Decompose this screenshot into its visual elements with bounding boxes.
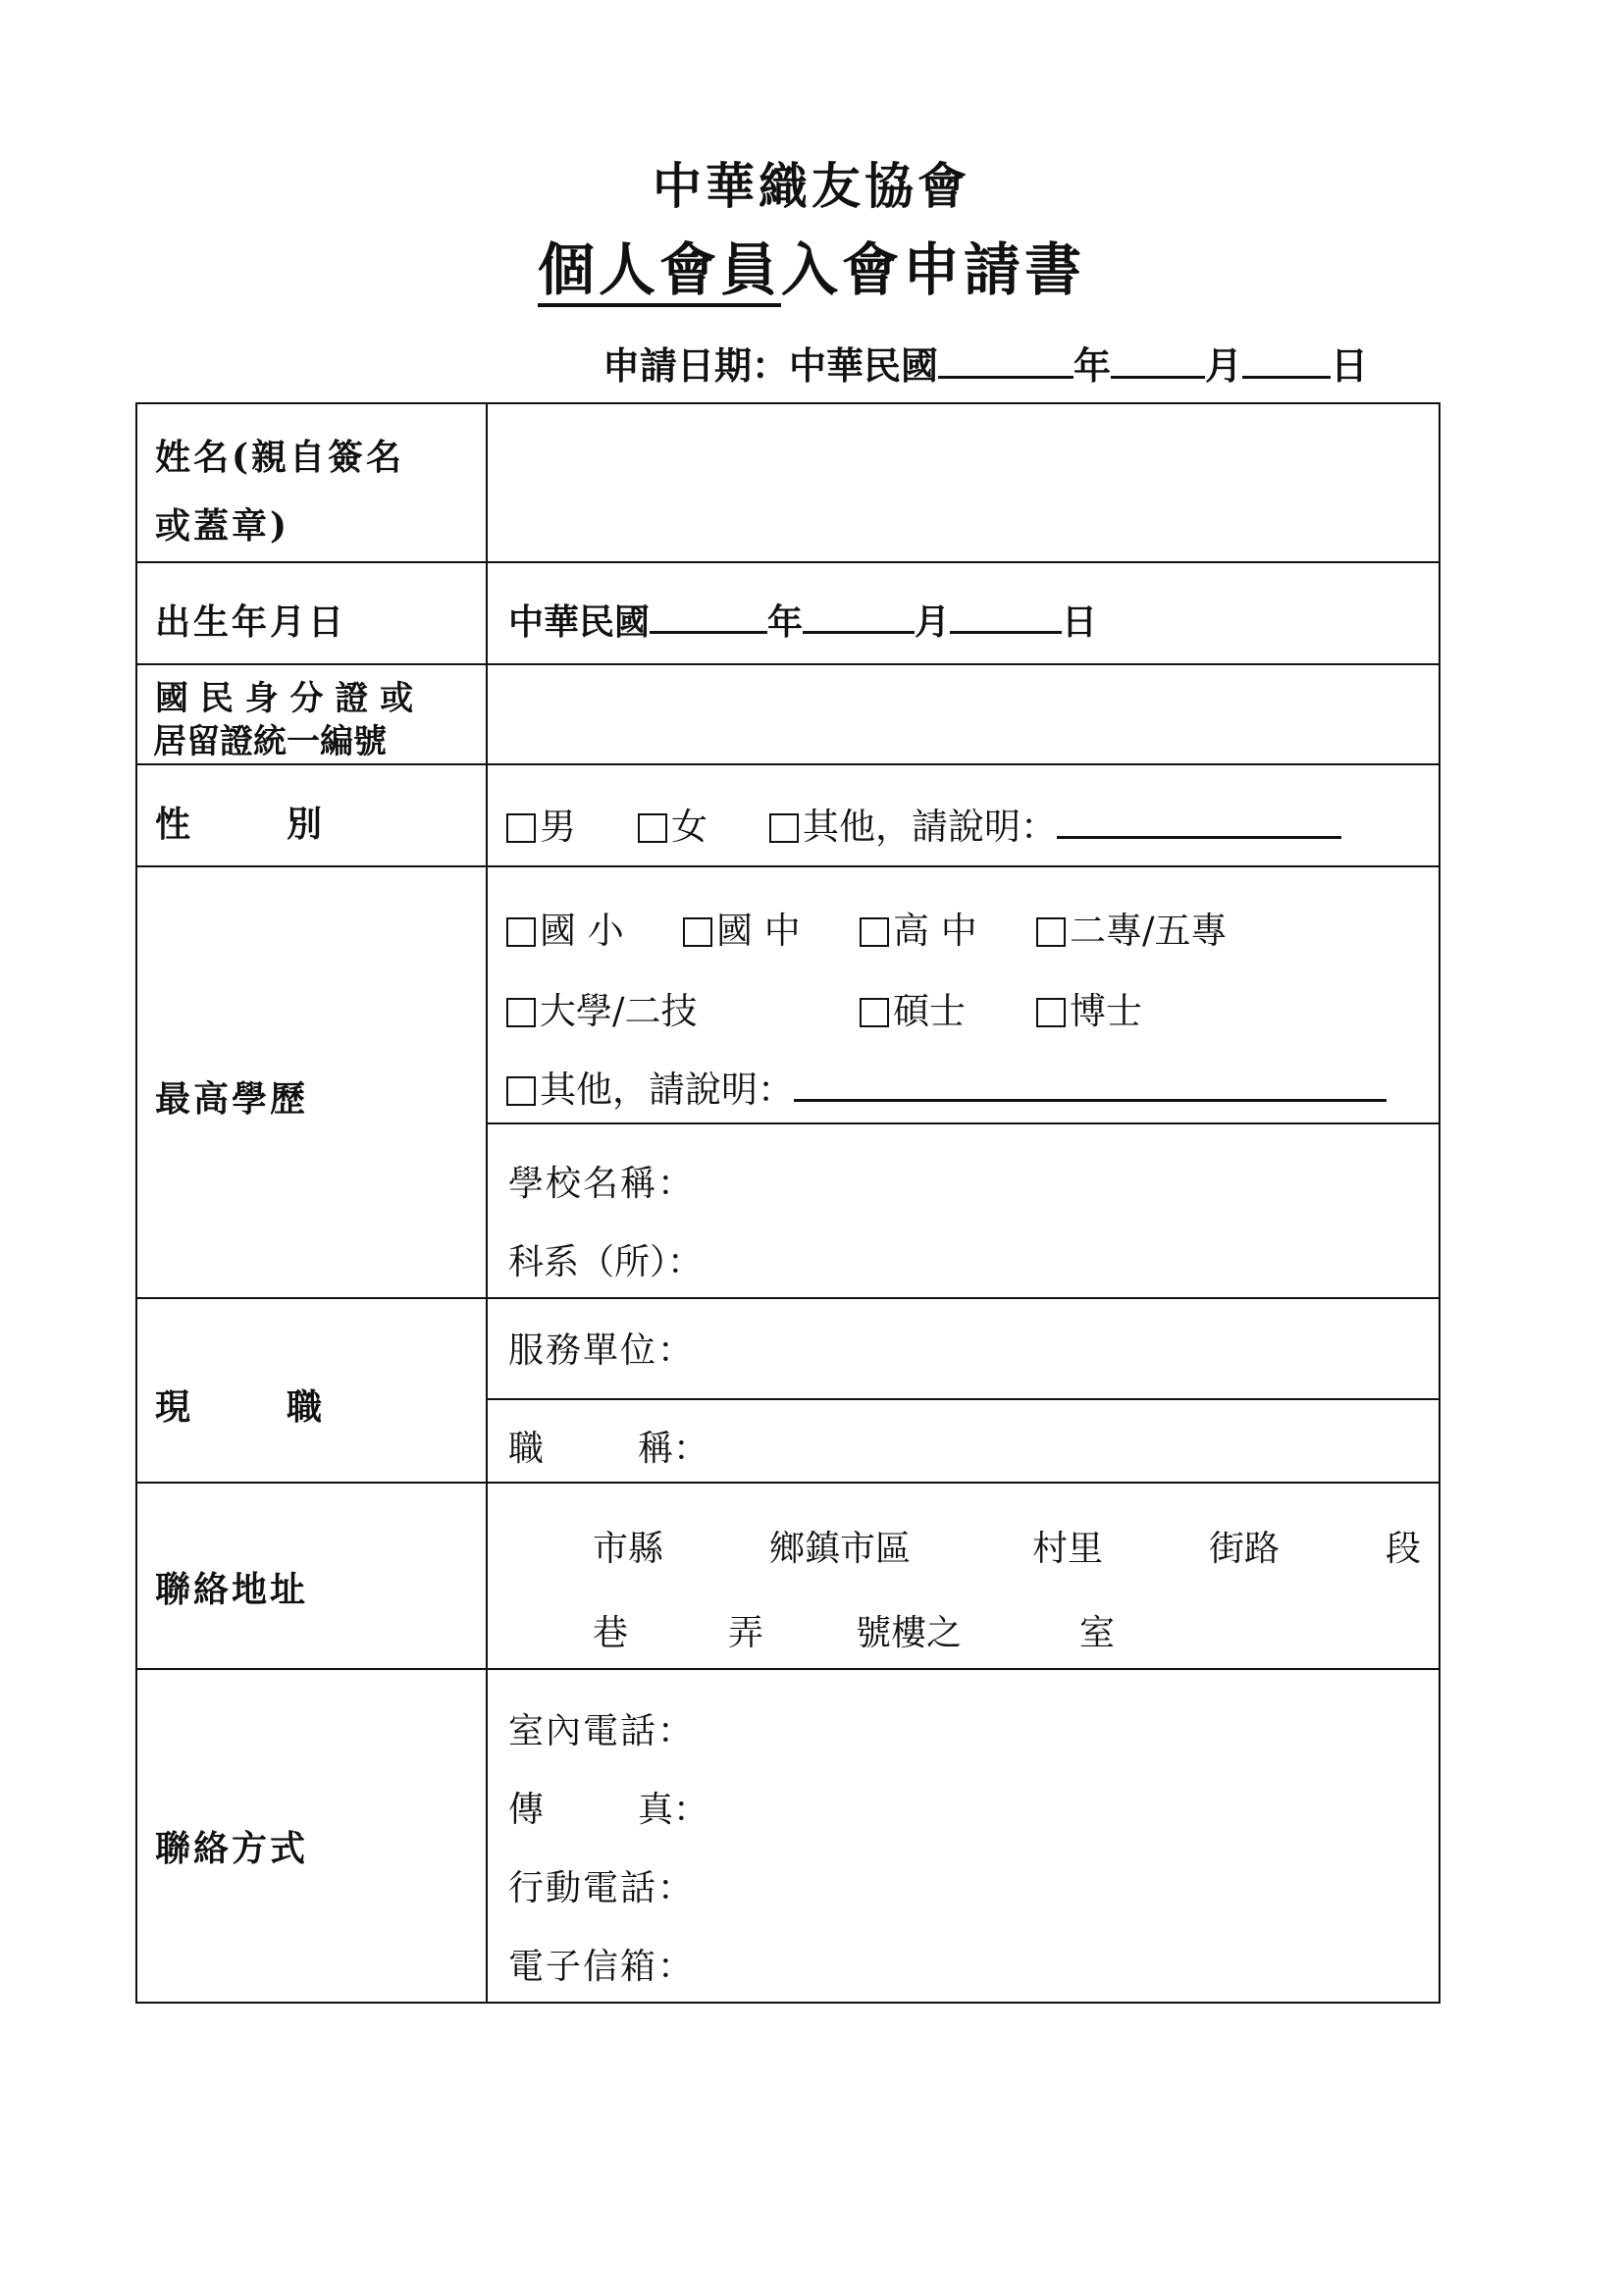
form-title-underlined: 個人會員 — [538, 236, 781, 307]
education-label: 最高學歷 — [155, 1078, 309, 1120]
mobile-field[interactable]: 行動電話： — [508, 1868, 696, 1908]
application-month-blank[interactable] — [1111, 342, 1205, 379]
employer-field[interactable]: 服務單位： — [508, 1331, 696, 1371]
gender-male-checkbox[interactable] — [506, 813, 536, 843]
edu-master-label: 碩士 — [893, 990, 966, 1032]
address-lane: 巷 — [593, 1613, 629, 1653]
gender-label-a: 性 — [155, 804, 191, 845]
edu-elementary-label: 國 小 — [540, 910, 624, 952]
birth-month-blank[interactable] — [803, 598, 915, 634]
edu-other-option[interactable] — [506, 1060, 1387, 1113]
edu-other-blank[interactable] — [794, 1073, 1387, 1102]
edu-doctor-label: 博士 — [1070, 990, 1142, 1032]
application-day-blank[interactable] — [1242, 342, 1331, 379]
address-street: 街路 — [1209, 1529, 1281, 1569]
school-name-field[interactable]: 學校名稱： — [508, 1164, 696, 1204]
gender-female-checkbox[interactable] — [638, 813, 667, 843]
edu-doctor-checkbox[interactable] — [1036, 998, 1066, 1027]
row-divider — [135, 763, 1440, 765]
edu-junior-college-checkbox[interactable] — [1036, 917, 1066, 947]
edu-elementary-checkbox[interactable] — [506, 917, 536, 947]
birth-month-label: 月 — [915, 601, 951, 643]
id-number-label-line2: 居留證統一編號 — [153, 722, 387, 761]
email-field[interactable]: 電子信箱： — [508, 1947, 696, 1987]
gender-male-label: 男 — [540, 806, 576, 848]
department-field[interactable]: 科系（所）： — [508, 1242, 704, 1282]
application-date — [602, 336, 1368, 390]
row-divider — [135, 1297, 1440, 1299]
edu-university-option[interactable] — [506, 981, 697, 1034]
row-divider — [135, 1482, 1440, 1484]
gender-other-option[interactable] — [769, 797, 1341, 850]
edu-junior-college-label: 二專/五專 — [1070, 910, 1228, 952]
gender-other-label: 其他，請說明： — [803, 806, 1057, 848]
name-label-line2: 或蓋章) — [155, 505, 290, 547]
edu-junior-high-label: 國 中 — [716, 910, 801, 952]
edu-other-checkbox[interactable] — [506, 1076, 536, 1106]
form-title-rest: 入會申請書 — [781, 236, 1086, 303]
row-divider — [135, 1668, 1440, 1670]
edu-master-checkbox[interactable] — [860, 998, 889, 1027]
fax-label-a: 傳 — [508, 1790, 545, 1830]
name-signature-field[interactable] — [500, 412, 1423, 549]
gender-other-blank[interactable] — [1057, 810, 1341, 839]
birth-date-prefix: 中華民國 — [508, 601, 651, 643]
id-number-label-line1: 國 民 身 分 證 或 — [155, 679, 414, 718]
gender-other-checkbox[interactable] — [769, 813, 799, 843]
occupation-label-a: 現 — [155, 1386, 191, 1428]
gender-female-option[interactable] — [638, 797, 707, 850]
contact-label: 聯絡方式 — [155, 1828, 309, 1869]
birth-date-label: 出生年月日 — [155, 601, 347, 643]
column-divider — [486, 402, 488, 2004]
fax-field[interactable]: 真： — [638, 1790, 709, 1830]
organization-name: 中華織友協會 — [653, 157, 970, 215]
application-month-label: 月 — [1205, 343, 1243, 388]
application-year-blank[interactable] — [938, 342, 1073, 379]
row-divider — [135, 663, 1440, 665]
application-year-label: 年 — [1073, 343, 1112, 388]
row-divider — [135, 865, 1440, 867]
edu-junior-high-option[interactable] — [683, 901, 801, 954]
edu-university-checkbox[interactable] — [506, 998, 536, 1027]
edu-master-option[interactable] — [860, 981, 966, 1034]
birth-year-blank[interactable] — [650, 598, 767, 634]
edu-senior-high-checkbox[interactable] — [860, 917, 889, 947]
birth-date-field — [508, 595, 1097, 645]
gender-female-label: 女 — [671, 806, 707, 848]
application-day-label: 日 — [1331, 343, 1369, 388]
edu-elementary-option[interactable] — [506, 901, 624, 954]
birth-day-blank[interactable] — [950, 598, 1062, 634]
birth-year-label: 年 — [767, 601, 804, 643]
edu-junior-high-checkbox[interactable] — [683, 917, 712, 947]
edu-senior-high-option[interactable] — [860, 901, 977, 954]
edu-doctor-option[interactable] — [1036, 981, 1142, 1034]
address-township: 鄉鎮市區 — [769, 1529, 912, 1569]
row-divider — [486, 1122, 1440, 1124]
gender-male-option[interactable] — [506, 797, 576, 850]
name-label-line1: 姓名(親自簽名 — [155, 437, 405, 478]
row-divider — [135, 561, 1440, 563]
edu-junior-college-option[interactable] — [1036, 901, 1227, 954]
occupation-label-b: 職 — [287, 1386, 323, 1428]
address-room: 室 — [1079, 1613, 1116, 1653]
address-village: 村里 — [1032, 1529, 1104, 1569]
application-date-label: 申請日期：中華民國 — [602, 343, 939, 388]
address-label: 聯絡地址 — [155, 1569, 309, 1610]
edu-senior-high-label: 高 中 — [893, 910, 977, 952]
address-alley: 弄 — [728, 1613, 764, 1653]
job-title-field[interactable]: 稱： — [638, 1429, 709, 1469]
id-number-field[interactable] — [500, 677, 1423, 756]
job-title-label-a: 職 — [508, 1429, 545, 1469]
birth-day-label: 日 — [1062, 601, 1098, 643]
form-title — [0, 224, 1623, 306]
edu-other-label: 其他，請說明： — [540, 1069, 794, 1111]
phone-field[interactable]: 室內電話： — [508, 1711, 696, 1751]
address-number: 號樓之 — [856, 1613, 963, 1653]
edu-university-label: 大學/二技 — [540, 990, 698, 1032]
address-city: 市縣 — [593, 1529, 664, 1569]
row-divider — [486, 1398, 1440, 1400]
address-section: 段 — [1386, 1529, 1422, 1569]
gender-label-b: 別 — [287, 804, 323, 845]
